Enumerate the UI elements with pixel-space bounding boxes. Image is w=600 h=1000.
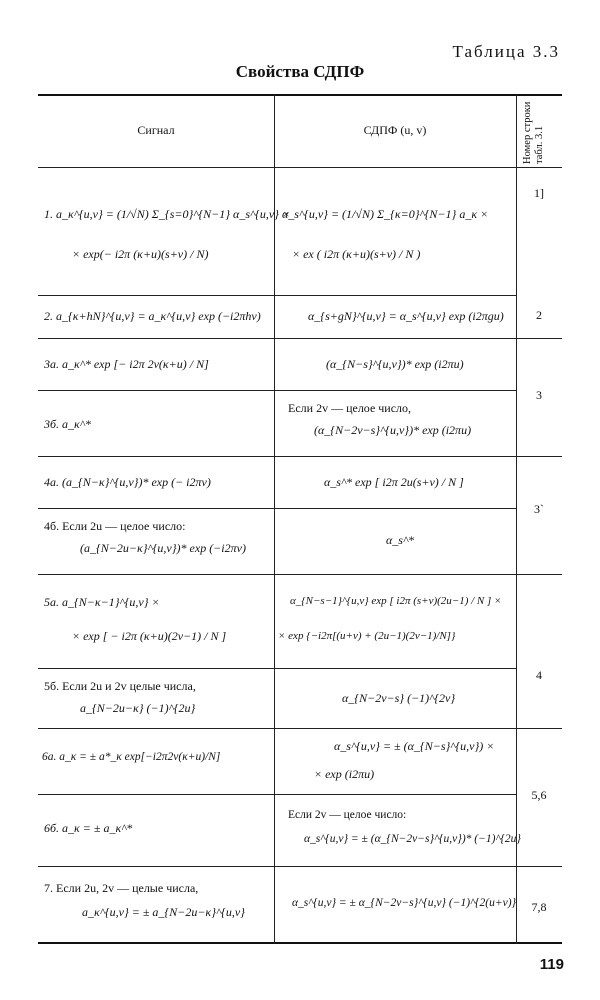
text-line: 5б. Если 2u и 2v целые числа, [44,679,196,693]
row-ref: 5,6 [531,788,547,802]
formula-line: α_s^* [386,533,415,547]
row-ref: 1] [534,186,544,200]
formula-line: 3а. a_κ^* exp [− i2π 2v(κ+u) / N] [44,357,209,371]
signal-cell [44,820,270,836]
row-rule [38,794,516,795]
transform-cell [282,356,512,372]
row-ref: 3` [534,502,544,516]
row-rule [38,390,516,391]
formula-line: α_s^{u,v} = ± α_{N−2v−s}^{u,v} (−1)^{2(u+v)} [292,897,517,909]
signal-cell [42,750,272,766]
formula-line: 5а. a_{N−κ−1}^{u,v} × [44,595,160,609]
signal-cell [44,206,291,262]
formula-line: 6б. a_κ = ± a_κ^* [44,821,133,835]
row-rule [38,508,516,509]
table-bottom-rule [38,942,562,944]
header-rule [38,167,562,168]
table-label: Таблица 3.3 [452,42,560,61]
text-line: Если 2v — целое число, [288,401,412,415]
row-ref: 2 [536,308,542,322]
signal-cell [44,356,270,372]
formula-line: × exp [ − i2π (κ+u)(2v−1) / N ] [72,629,227,644]
row-rule [38,668,516,669]
row-rule [38,338,562,339]
transform-cell [288,400,514,438]
text-line: 4б. Если 2u — целое число: [44,519,186,533]
signal-cell [44,518,270,556]
formula-line: α_s^* exp [ i2π 2u(s+v) / N ] [324,475,464,489]
transform-cell [278,594,514,644]
formula-line: × exp {−i2π[(u+v) + (2u−1)(2v−1)/N]} [278,629,456,642]
table-top-rule [38,94,562,96]
row-ref: 7,8 [531,900,547,914]
transform-cell [288,808,522,847]
row-rule [38,295,516,296]
page-number: 119 [539,956,564,973]
formula-line: × exp(− i2π (κ+u)(s+v) / N) [72,247,209,262]
formula-line: α_s^{u,v} = (1/√N) Σ_{κ=0}^{N−1} a_κ × [282,207,489,221]
column-divider [274,94,275,944]
formula-line: (α_{N−2v−s}^{u,v})* exp (i2πu) [314,423,472,438]
signal-cell [44,308,270,324]
row-ref: 4 [536,668,542,682]
transform-cell [282,738,512,782]
signal-cell [44,594,270,644]
row-rule [38,728,562,729]
transform-cell [282,896,516,912]
text-line: 7. Если 2u, 2v — целые числа, [44,881,199,895]
row-rule [38,574,562,575]
properties-table [38,94,562,944]
signal-cell [44,880,270,920]
transform-cell [282,206,512,262]
signal-column-header: Сигнал [137,123,175,137]
formula-line: 1. a_κ^{u,v} = (1/√N) Σ_{s=0}^{N−1} α_s^{u,v} × [44,207,291,221]
row-rule [38,456,562,457]
signal-cell [44,416,270,432]
row-ref-column-header: Номер строки табл. 3.1 [522,101,546,164]
formula-line: 2. a_{κ+hN}^{u,v} = a_κ^{u,v} exp (−i2πhv) [44,309,261,323]
formula-line: a_κ^{u,v} = ± a_{N−2u−κ}^{u,v} [82,905,245,920]
formula-line: a_{N−2u−κ} (−1)^{2u} [80,701,196,716]
row-rule [38,866,562,867]
page-title: Свойства СДПФ [235,62,365,81]
transform-cell [282,532,512,548]
formula-line: 3б. a_κ^* [44,417,91,431]
text-line: Если 2v — целое число: [288,809,407,821]
column-divider [516,94,517,944]
signal-cell [44,678,270,716]
formula-line: 4а. (a_{N−κ}^{u,v})* exp (− i2πv) [44,475,211,489]
transform-cell [282,690,512,706]
transform-cell [282,474,512,490]
formula-line: α_{N−s−1}^{u,v} exp [ i2π (s+v)(2u−1) / N ] × [290,595,502,607]
signal-cell [44,474,270,490]
transform-cell [282,308,512,324]
formula-line: α_{N−2v−s} (−1)^{2v} [342,691,456,705]
formula-line: (a_{N−2u−κ}^{u,v})* exp (−i2πv) [80,541,246,556]
formula-line: α_s^{u,v} = ± (α_{N−s}^{u,v}) × [334,739,495,753]
formula-line: × exp (i2πu) [314,767,375,782]
row-ref: 3 [536,388,542,402]
formula-line: α_s^{u,v} = ± (α_{N−2v−s}^{u,v})* (−1)^{2u} [304,832,522,845]
formula-line: α_{s+gN}^{u,v} = α_s^{u,v} exp (i2πgu) [308,309,504,323]
formula-line: (α_{N−s}^{u,v})* exp (i2πu) [326,357,464,371]
transform-column-header: СДПФ (u, v) [363,123,427,137]
formula-line: 6а. a_κ = ± a*_κ exp[−i2π2v(κ+u)/N] [42,751,221,763]
formula-line: × ex ( i2π (κ+u)(s+v) / N ) [292,247,421,262]
